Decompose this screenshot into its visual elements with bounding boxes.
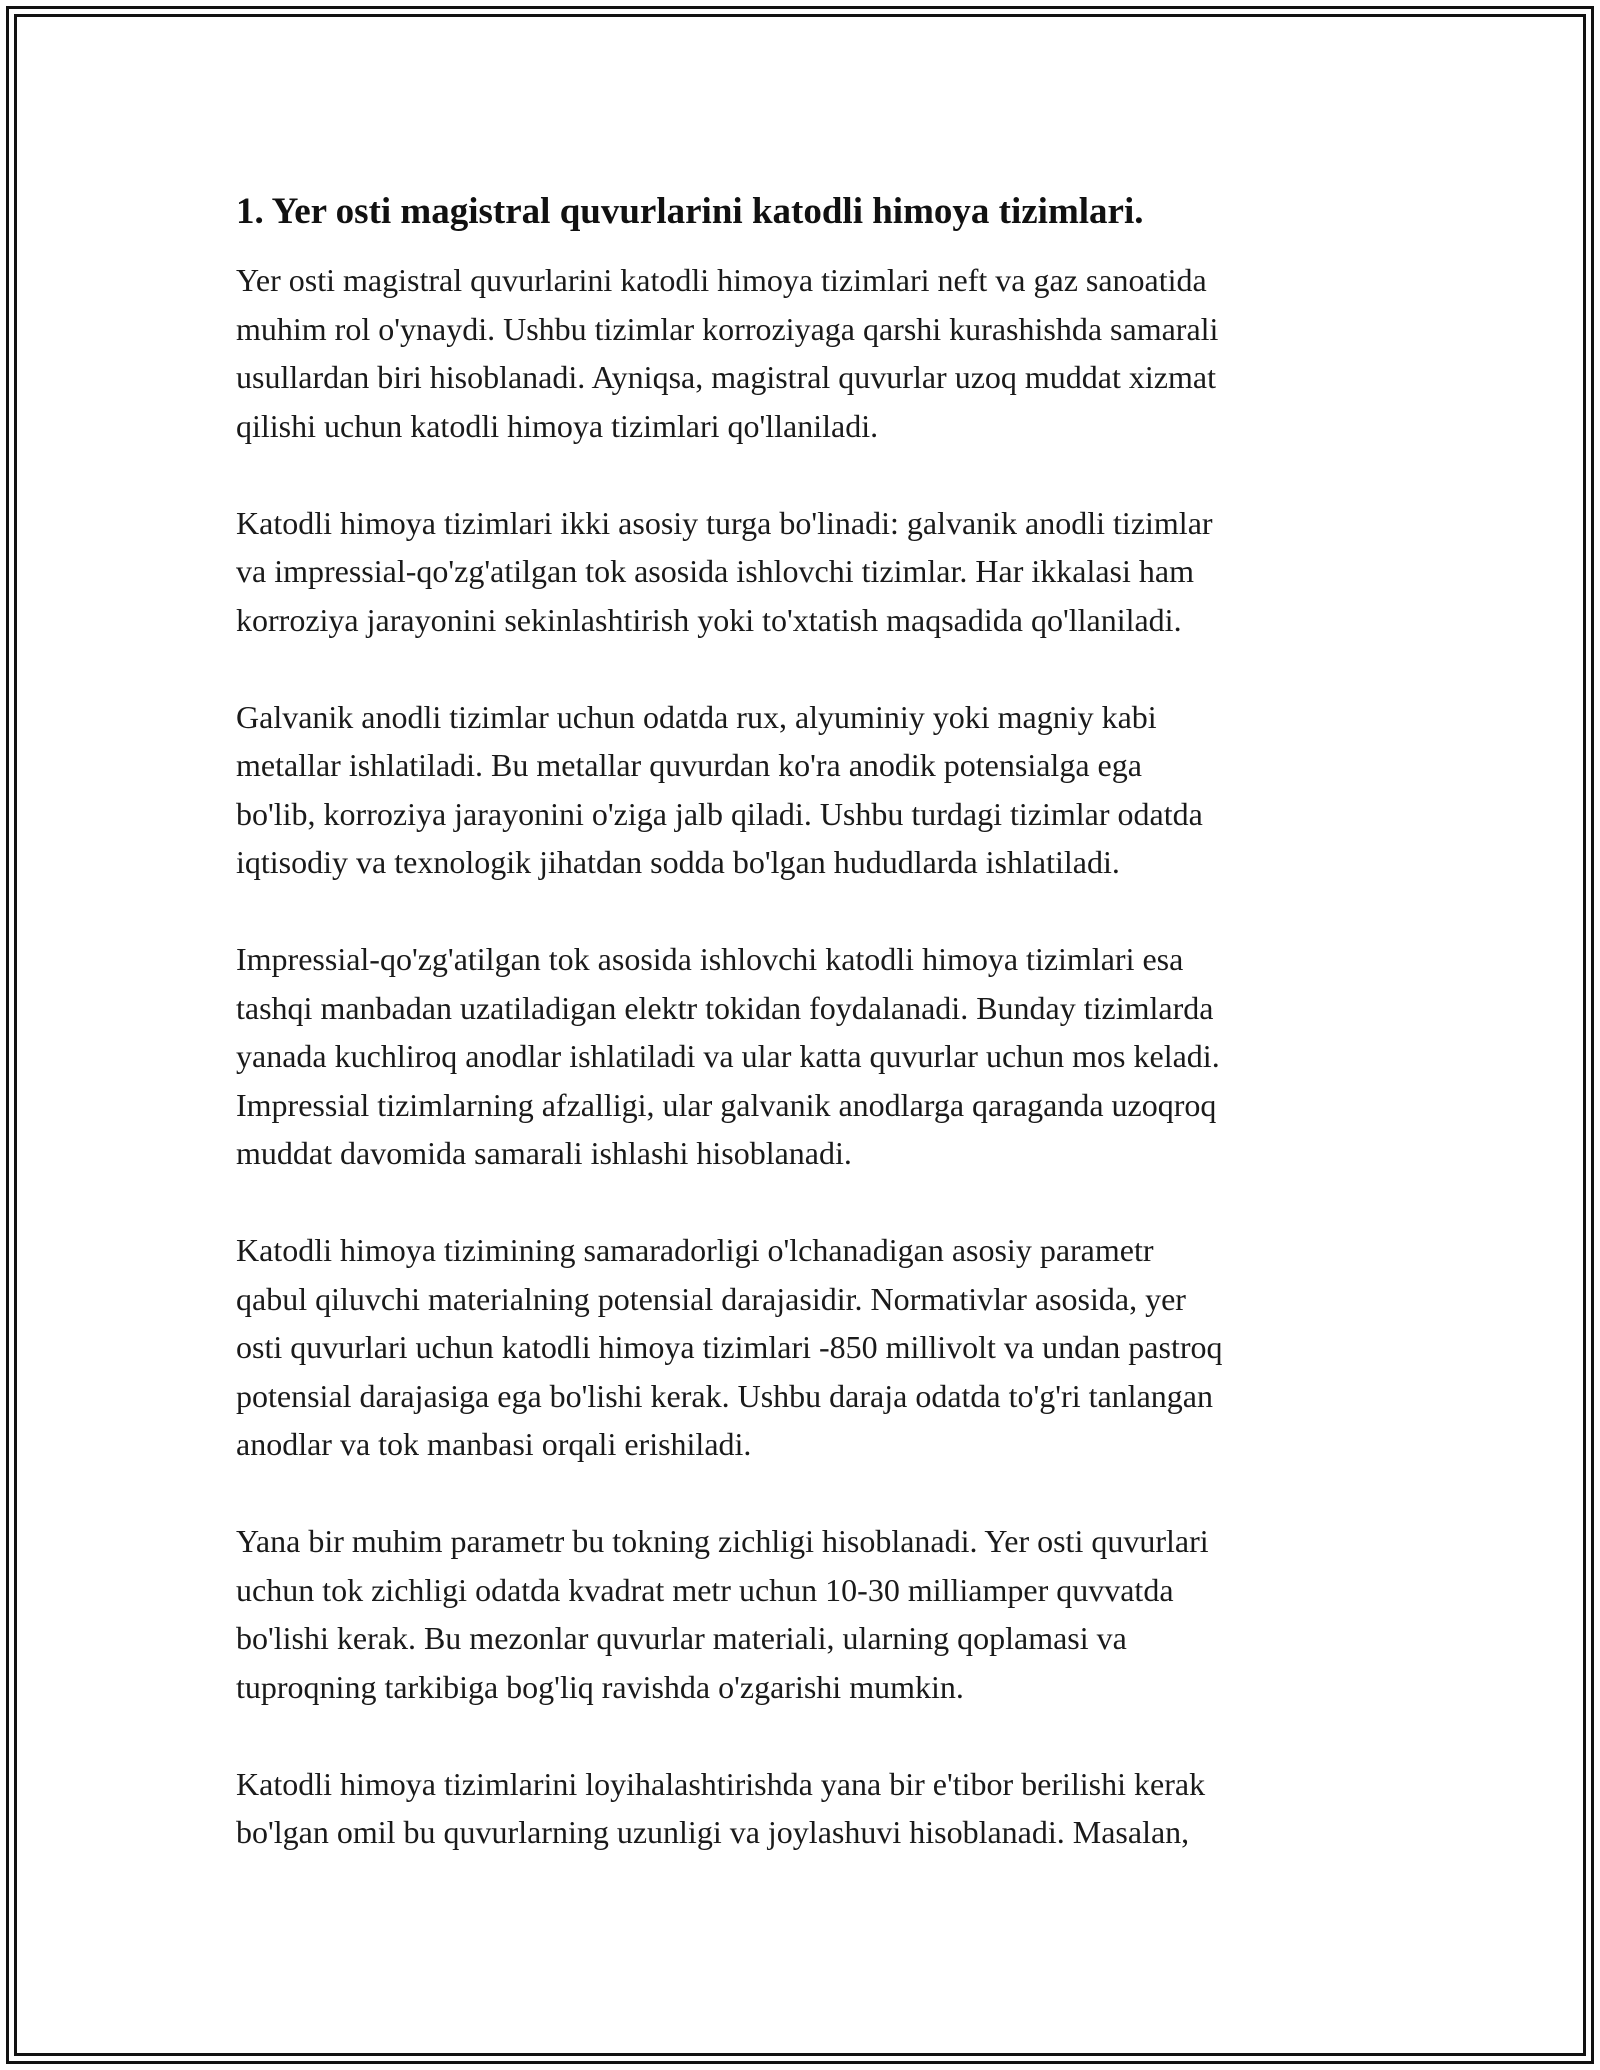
text-line: Katodli himoya tizimlarini loyihalashtirishda yana bir e'tibor berilishi kerak <box>236 1765 1206 1802</box>
text-line: tuproqning tarkibiga bog'liq ravishda o'zgarishi mumkin. <box>236 1668 964 1705</box>
paragraph-3 <box>236 693 1386 887</box>
text-line: metallar ishlatiladi. Bu metallar quvurdan ko'ra anodik potensialga ega <box>236 747 1142 783</box>
text-line: Impressial tizimlarning afzalligi, ular galvanik anodlarga qaraganda uzoqroq <box>236 1086 1217 1123</box>
text-line: iqtisodiy va texnologik jihatdan sodda bo'lgan hududlarda ishlatiladi. <box>236 844 1120 880</box>
paragraph-4 <box>236 935 1386 1178</box>
text-line: anodlar va tok manbasi orqali erishiladi. <box>236 1426 752 1462</box>
section-title: 1. Yer osti magistral quvurlarini katodli himoya tizimlari. <box>236 191 1144 232</box>
text-line: muddat davomida samarali ishlashi hisoblanadi. <box>236 1135 852 1171</box>
text-line: korroziya jarayonini sekinlashtirish yoki to'xtatish maqsadida qo'llaniladi. <box>236 601 1182 638</box>
paragraph-5 <box>236 1226 1386 1469</box>
text-line: osti quvurlari uchun katodli himoya tizimlari -850 millivolt va undan pastroq <box>236 1329 1223 1365</box>
text-line: Yer osti magistral quvurlarini katodli himoya tizimlari neft va gaz sanoatida <box>236 262 1207 298</box>
text-line: tashqi manbadan uzatiladigan elektr tokidan foydalanadi. Bunday tizimlarda <box>236 989 1214 1026</box>
text-line: bo'lib, korroziya jarayonini o'ziga jalb qiladi. Ushbu turdagi tizimlar odatda <box>236 795 1203 832</box>
text-line: Katodli himoya tizimining samaradorligi o'lchanadigan asosiy parametr <box>236 1232 1154 1268</box>
text-line: Galvanik anodli tizimlar uchun odatda rux, alyuminiy yoki magniy kabi <box>236 698 1157 735</box>
text-line: usullardan biri hisoblanadi. Ayniqsa, magistral quvurlar uzoq muddat xizmat <box>236 359 1216 395</box>
text-line: bo'lishi kerak. Bu mezonlar quvurlar materiali, ularning qoplamasi va <box>236 1620 1127 1656</box>
text-line: Katodli himoya tizimlari ikki asosiy turga bo'linadi: galvanik anodli tizimlar <box>236 504 1213 541</box>
text-line: yanada kuchliroq anodlar ishlatiladi va ular katta quvurlar uchun mos keladi. <box>236 1038 1220 1074</box>
text-line: muhim rol o'ynaydi. Ushbu tizimlar korroziyaga qarshi kurashishda samarali <box>236 310 1219 347</box>
paragraph-2 <box>236 499 1386 645</box>
text-line: bo'lgan omil bu quvurlarning uzunligi va joylashuvi hisoblanadi. Masalan, <box>236 1814 1190 1850</box>
text-line: qabul qiluvchi materialning potensial darajasidir. Normativlar asosida, yer <box>236 1280 1186 1317</box>
paragraph-1 <box>236 256 1386 450</box>
text-line: va impressial-qo'zg'atilgan tok asosida ishlovchi tizimlar. Har ikkalasi ham <box>236 553 1194 589</box>
paragraph-6 <box>236 1517 1386 1711</box>
document-body <box>236 186 1386 1905</box>
text-line: Impressial-qo'zg'atilgan tok asosida ishlovchi katodli himoya tizimlari esa <box>236 941 1184 977</box>
paragraph-7 <box>236 1760 1386 1857</box>
text-line: qilishi uchun katodli himoya tizimlari qo'llaniladi. <box>236 407 879 444</box>
text-line: potensial darajasiga ega bo'lishi kerak. Ushbu daraja odatda to'g'ri tanlangan <box>236 1377 1213 1414</box>
text-line: Yana bir muhim parametr bu tokning zichligi hisoblanadi. Yer osti quvurlari <box>236 1523 1209 1559</box>
text-line: uchun tok zichligi odatda kvadrat metr uchun 10-30 milliamper quvvatda <box>236 1571 1174 1608</box>
